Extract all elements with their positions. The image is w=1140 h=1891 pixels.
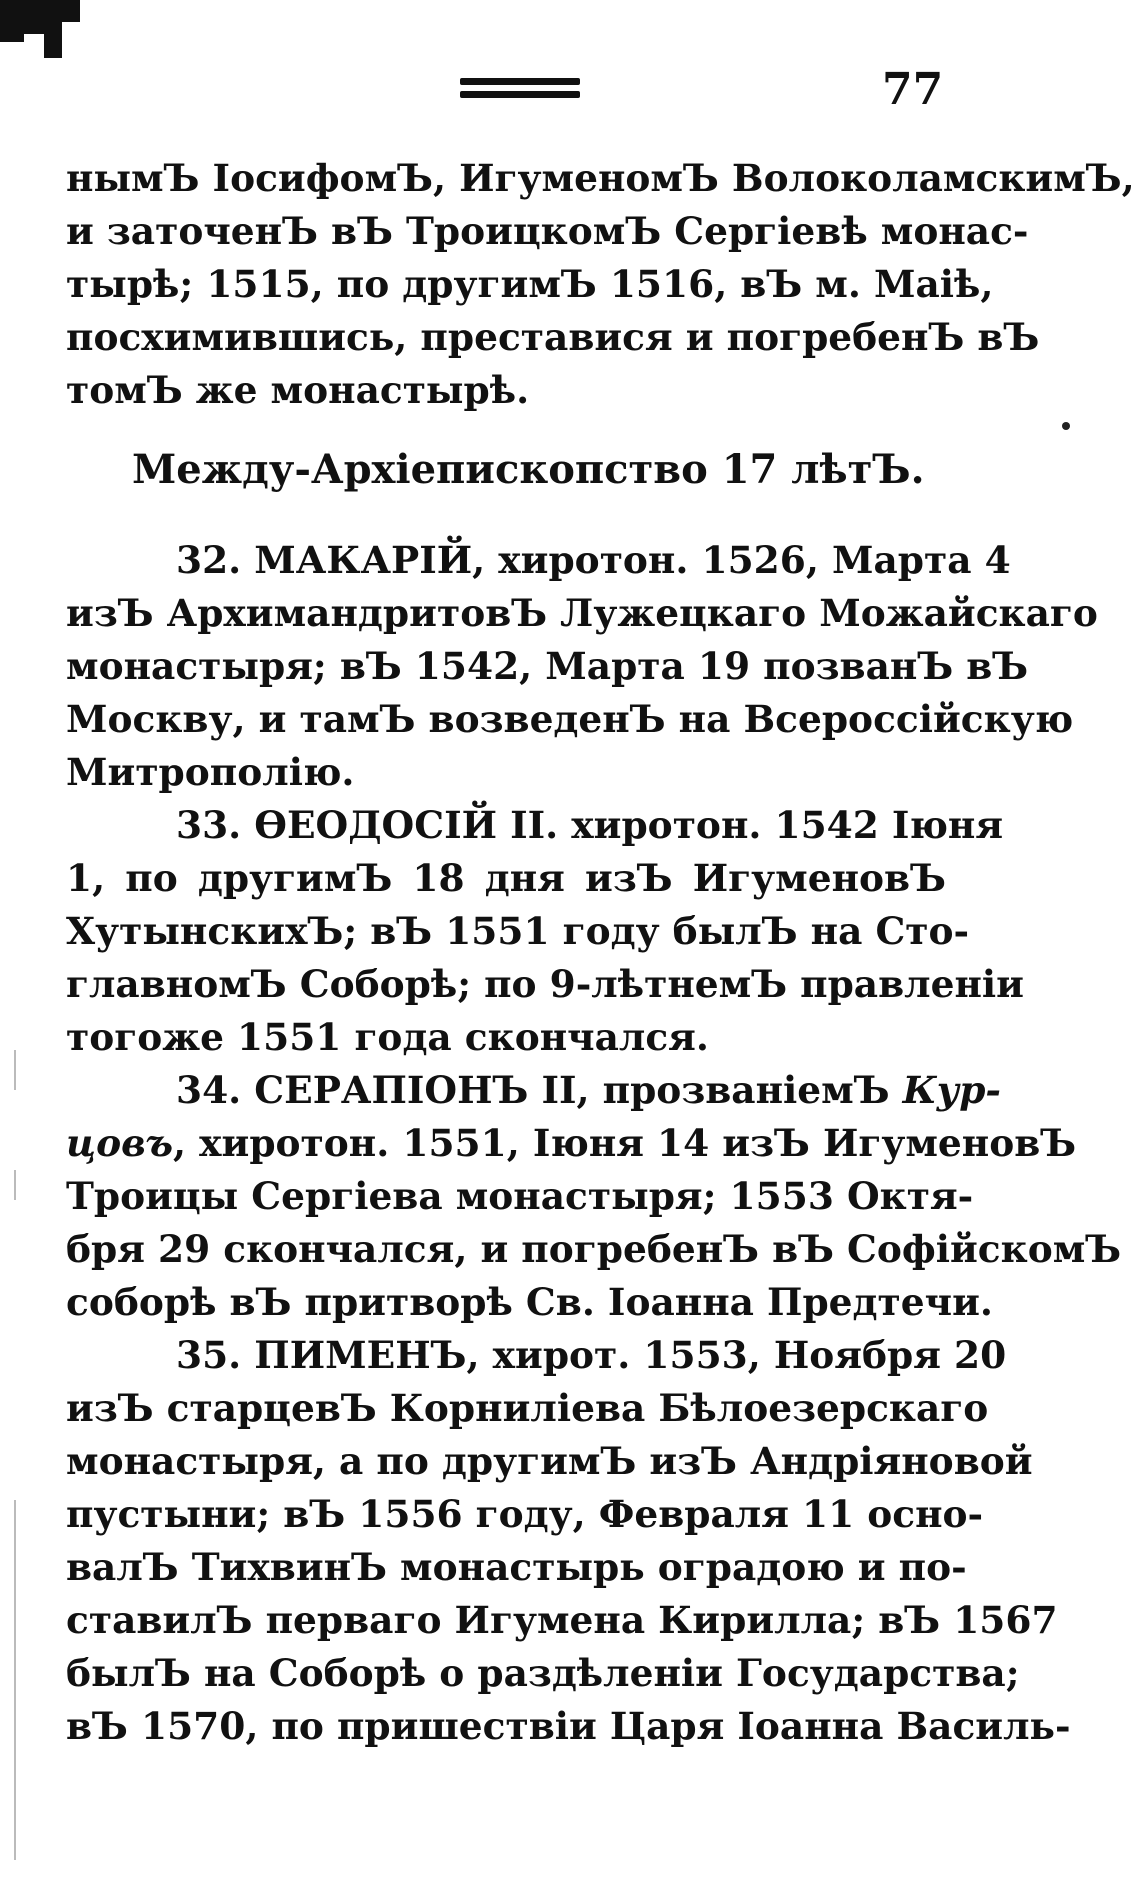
- text-line: тогоже 1551 года скончался.: [66, 1015, 709, 1059]
- text-line: [66, 1064, 1001, 1117]
- scan-speck: [1062, 422, 1070, 430]
- text-line: главномЪ Соборѣ; по 9-лѣтнемЪ правленіи: [66, 962, 1024, 1006]
- entry-34: [66, 1064, 1122, 1329]
- text-line: 33. ѲЕОДОСІЙ II. хиротон. 1542 Іюня: [176, 803, 1004, 847]
- text-line: изЪ старцевЪ Корниліева Бѣлоезерскаго: [66, 1386, 989, 1430]
- text-line: [66, 1117, 1077, 1170]
- entries-body: [66, 534, 1122, 1753]
- text-line: 1, по другимЪ 18 дня изЪ ИгуменовЪ: [66, 856, 946, 900]
- text-line: томЪ же монастырѣ.: [66, 368, 530, 412]
- text-line: былЪ на Соборѣ о раздѣленіи Государства;: [66, 1651, 1020, 1695]
- italic-surname-part: Кур-: [902, 1068, 1001, 1112]
- text-line: монастыря, а по другимЪ изЪ Андріяновой: [66, 1439, 1033, 1483]
- scan-margin-line: [14, 1500, 16, 1860]
- italic-surname-part: цовъ: [66, 1121, 174, 1165]
- text-run: , хиротон. 1551, Іюня 14 изЪ ИгуменовЪ: [173, 1121, 1077, 1165]
- continuation-paragraph: [66, 152, 1135, 417]
- text-line: изЪ АрхимандритовЪ Лужецкаго Можайскаго: [66, 591, 1098, 635]
- entry-33: [66, 799, 1024, 1064]
- text-line: 35. ПИМЕНЪ, хирот. 1553, Ноября 20: [176, 1333, 1007, 1377]
- text-run: 34. СЕРАПІОНЪ II, прозваніемЪ: [176, 1068, 903, 1112]
- text-line: соборѣ вЪ притворѣ Св. Іоанна Предтечи.: [66, 1280, 993, 1324]
- scan-margin-line: [14, 1050, 16, 1090]
- text-line: ставилЪ перваго Игумена Кирилла; вЪ 1567: [66, 1598, 1058, 1642]
- entry-32: [66, 534, 1098, 799]
- entry-35: [66, 1329, 1071, 1753]
- text-line: пустыни; вЪ 1556 году, Февраля 11 осно-: [66, 1492, 984, 1536]
- text-line: Митрополію.: [66, 750, 355, 794]
- text-line: тырѣ; 1515, по другимЪ 1516, вЪ м. Маіѣ,: [66, 262, 994, 306]
- header-ornament-rule: [460, 78, 580, 104]
- text-line: ХутынскихЪ; вЪ 1551 году былЪ на Сто-: [66, 909, 970, 953]
- text-line: Москву, и тамЪ возведенЪ на Всероссійскую: [66, 697, 1074, 741]
- text-line: нымЪ ІосифомЪ, ИгуменомЪ ВолоколамскимЪ,: [66, 156, 1135, 200]
- text-line: монастыря; вЪ 1542, Марта 19 позванЪ вЪ: [66, 644, 1029, 688]
- text-line: валЪ ТихвинЪ монастырь оградою и по-: [66, 1545, 967, 1589]
- text-line: бря 29 скончался, и погребенЪ вЪ СофійскомЪ: [66, 1227, 1122, 1271]
- scan-margin-line: [14, 1170, 16, 1200]
- scan-corner-mark: [0, 0, 90, 58]
- text-line: Троицы Сергіева монастыря; 1553 Октя-: [66, 1174, 974, 1218]
- section-heading: Между-Архіепископство 17 лѣтЪ.: [132, 446, 925, 493]
- page-number: 77: [882, 64, 944, 115]
- text-line: и заточенЪ вЪ ТроицкомЪ Сергіевѣ монас-: [66, 209, 1029, 253]
- text-line: вЪ 1570, по пришествіи Царя Іоанна Василь-: [66, 1704, 1071, 1748]
- text-line: посхимившись, преставися и погребенЪ вЪ: [66, 315, 1040, 359]
- text-line: 32. МАКАРІЙ, хиротон. 1526, Марта 4: [176, 538, 1011, 582]
